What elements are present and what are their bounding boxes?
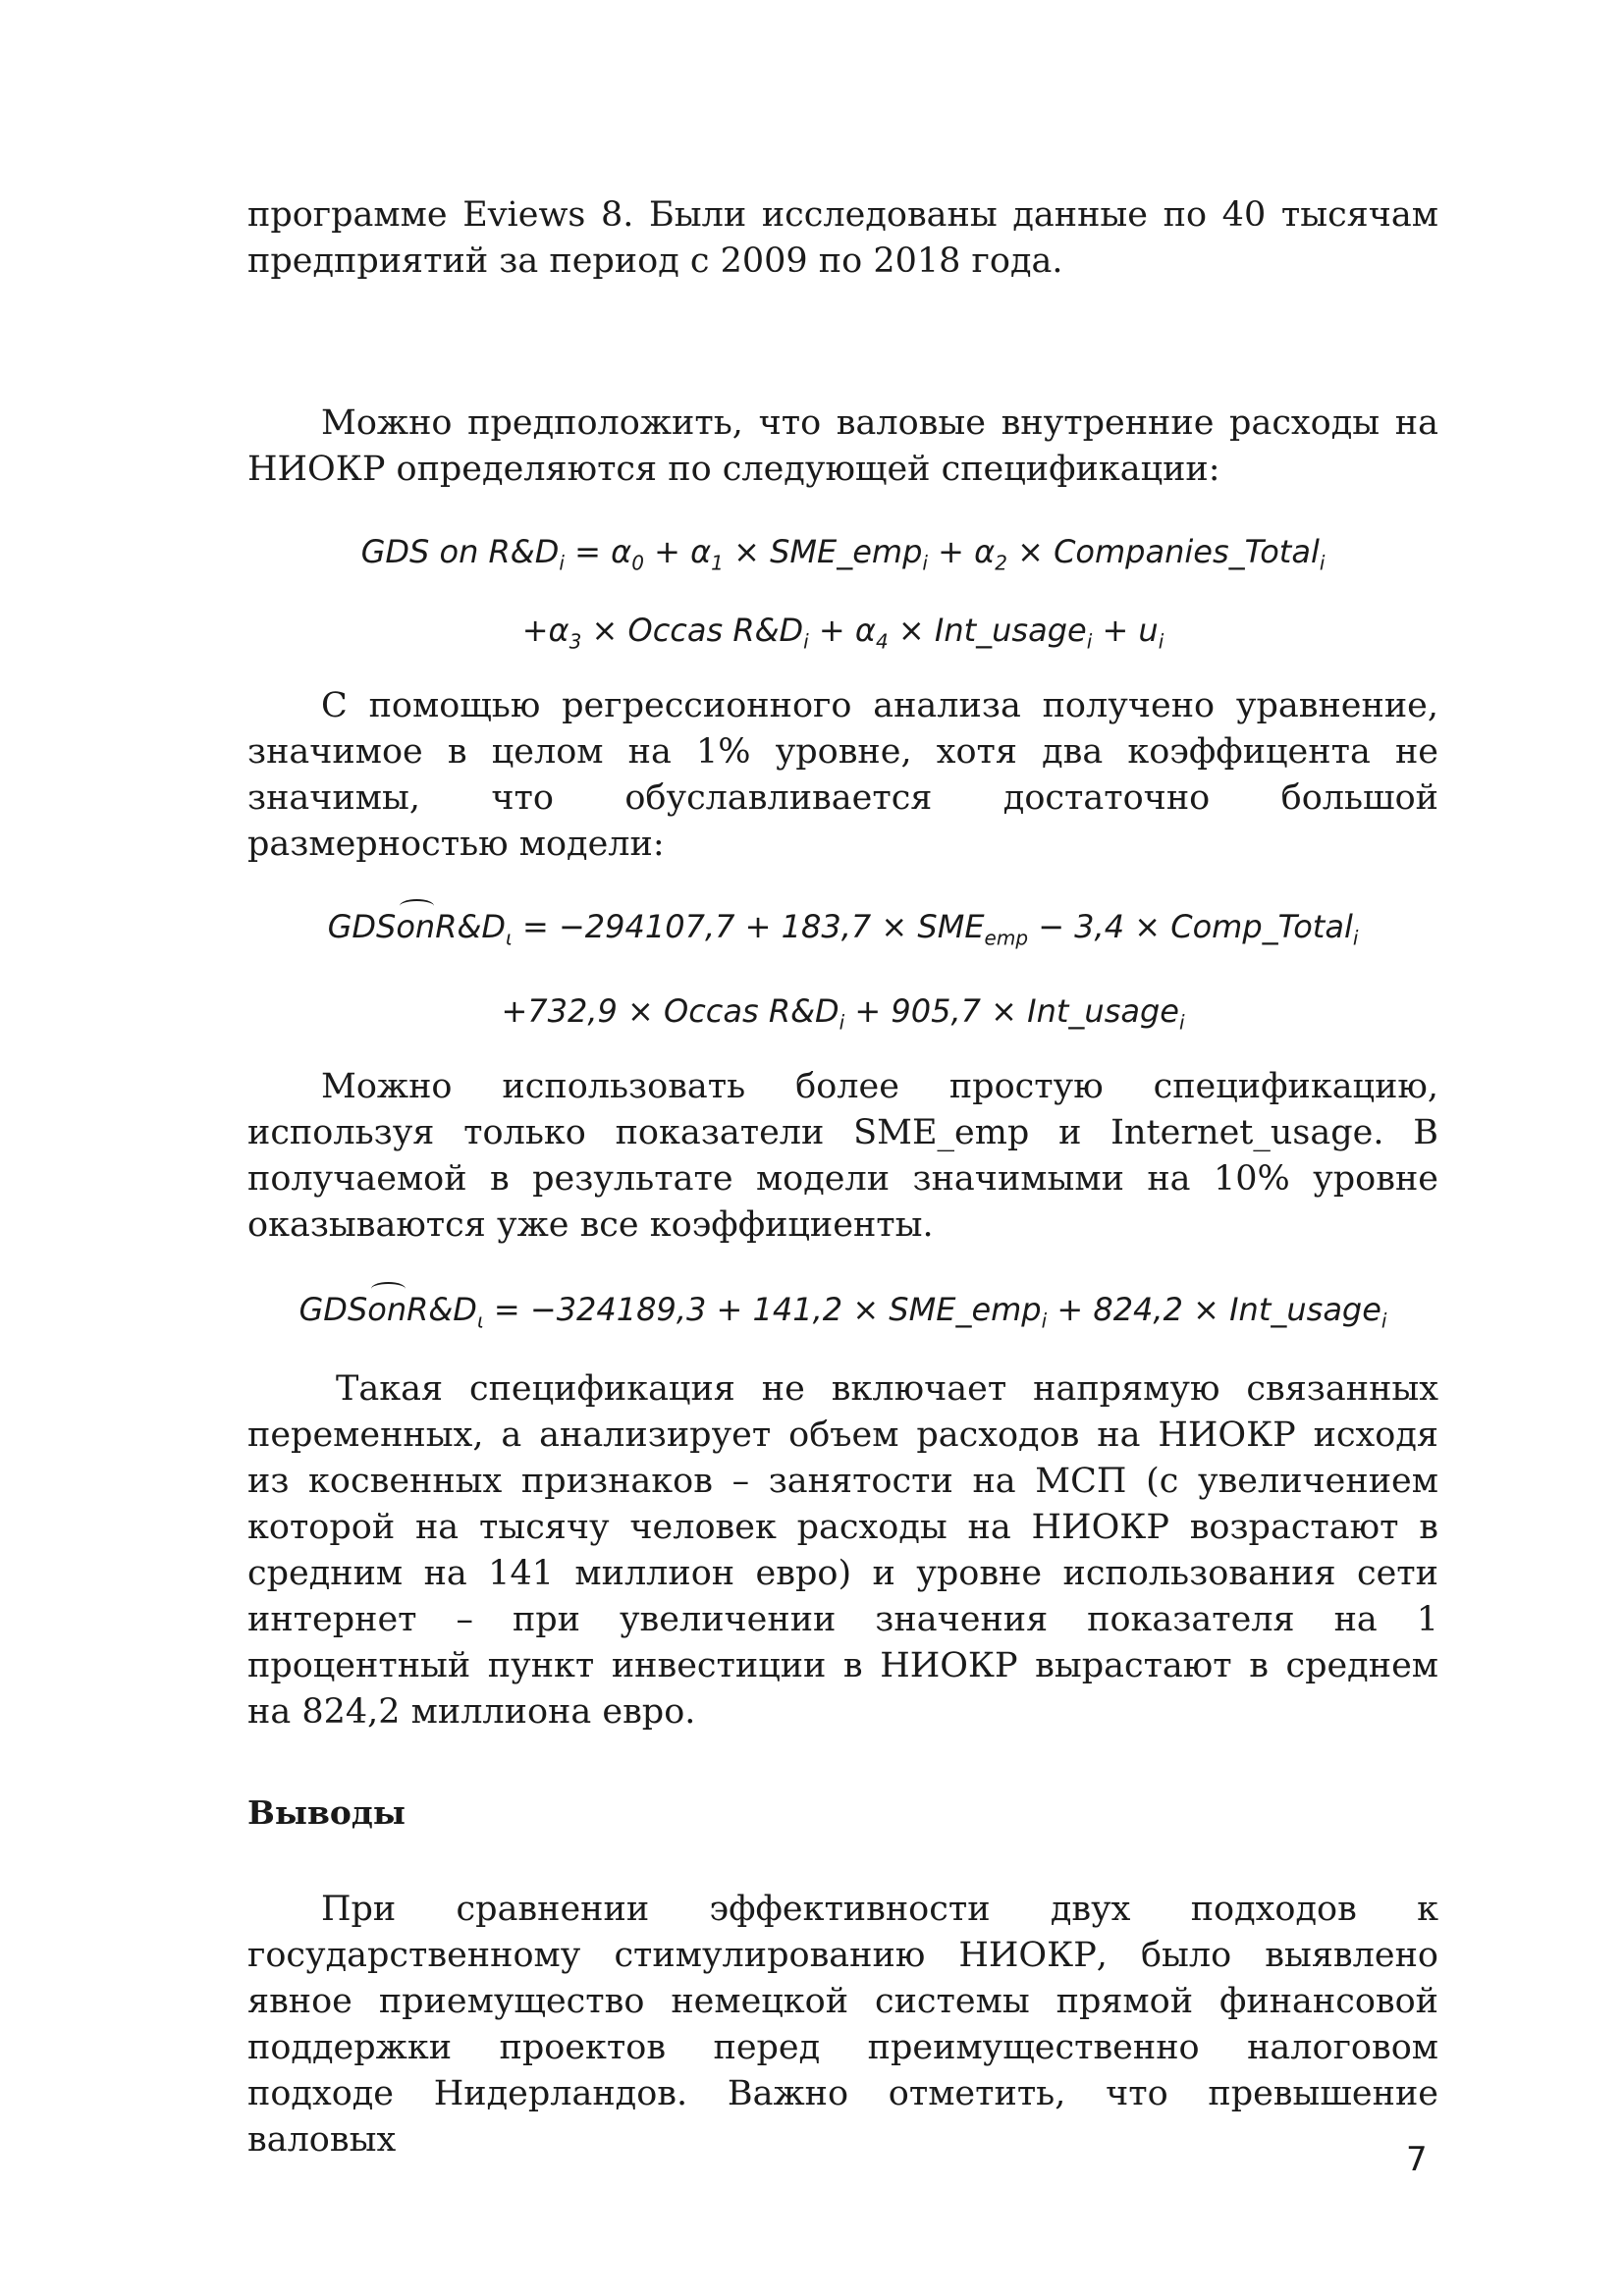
subscript: i	[839, 1010, 845, 1035]
section-heading-conclusions: Выводы	[247, 1793, 406, 1832]
formula-text: + α	[808, 612, 876, 649]
paragraph-simple-spec: Можно использовать более простую спецификацию, используя только показатели SME_emp и Internet_usage. В получаемой в результате модели значимыми на 10% уровне оказываются уже все коэффициенты.	[247, 1067, 1438, 1245]
subscript: 0	[631, 551, 644, 575]
formula-text: + α	[643, 533, 712, 570]
subscript: i	[1178, 1010, 1185, 1035]
formula-text: × SME_emp	[723, 533, 923, 570]
page-number: 7	[1406, 2140, 1428, 2179]
formula-estimate-line2	[247, 989, 1438, 1043]
formula-text: +732,9 × Occas R&D	[501, 992, 839, 1030]
subscript: 3	[568, 629, 582, 654]
formula-text: = −324189,3 + 141,2 × SME_emp	[483, 1291, 1042, 1328]
formula-specification-line1	[247, 530, 1438, 584]
formula-text: = α	[564, 533, 632, 570]
subscript: i	[1041, 1308, 1048, 1333]
formula-hat: on	[367, 1288, 406, 1331]
formula-text: = −294107,7 + 183,7 × SME	[512, 908, 985, 945]
paragraph-intro: программе Eviews 8. Были исследованы данные по 40 тысячам предприятий за период с 2009 по 2018 года.	[247, 195, 1438, 281]
subscript: i	[559, 551, 565, 575]
subscript: 4	[875, 629, 889, 654]
formula-text: R&D	[435, 908, 507, 945]
subscript: i	[1319, 551, 1326, 575]
subscript: 2	[995, 551, 1007, 575]
formula-simple-estimate	[247, 1288, 1438, 1342]
subscript: i	[1158, 629, 1164, 654]
subscript: i	[803, 629, 809, 654]
formula-hat: on	[396, 905, 435, 948]
formula-text: GDS	[298, 1291, 368, 1328]
subscript: 1	[711, 551, 724, 575]
formula-text: × Occas R&D	[581, 612, 804, 649]
formula-text: + 824,2 × Int_usage	[1047, 1291, 1381, 1328]
formula-text: + α	[927, 533, 996, 570]
subscript: i	[1380, 1308, 1387, 1333]
formula-text: − 3,4 × Comp_Total	[1028, 908, 1353, 945]
formula-text: × Companies_Total	[1006, 533, 1320, 570]
paragraph-conclusions: При сравнении эффективности двух подходов к государственному стимулированию НИОКР, было выявлено явное приемущество немецкой системы прямой финансовой поддержки проектов перед преимущественно налоговом подходе Нидерландов. Важно отметить, что превышение валовых	[247, 1890, 1438, 2160]
paragraph-specification: Можно предположить, что валовые внутренние расходы на НИОКР определяются по следующей спецификации:	[247, 403, 1438, 489]
formula-text: +α	[521, 612, 569, 649]
formula-text: + u	[1092, 612, 1159, 649]
formula-estimate-line1	[247, 905, 1438, 959]
paragraph-interpretation: Такая спецификация не включает напрямую связанных переменных, а анализирует объем расходов на НИОКР исходя из косвенных признаков – занятости на МСП (с увеличением которой на тысячу человек расходы на НИОКР возрастают в средним на 141 миллион евро) и уровне использования сети интернет – при увеличении значения показателя на 1 процентный пункт инвестиции в НИОКР вырастают в среднем на 824,2 миллиона евро.	[247, 1369, 1438, 1732]
formula-specification-line2	[247, 609, 1438, 663]
formula-text: GDS	[327, 908, 397, 945]
subscript: i	[1352, 926, 1359, 950]
formula-text: + 905,7 × Int_usage	[844, 992, 1179, 1030]
formula-text: R&D	[406, 1291, 477, 1328]
formula-text: GDS on R&D	[360, 533, 560, 570]
subscript: emp	[984, 926, 1029, 950]
subscript: ι	[476, 1308, 484, 1333]
subscript: i	[1086, 629, 1093, 654]
paragraph-regression: С помощью регрессионного анализа получено уравнение, значимое в целом на 1% уровне, хотя два коэффицента не значимы, что обуславливается достаточно большой размерностью модели:	[247, 686, 1438, 864]
subscript: i	[922, 551, 928, 575]
subscript: ι	[506, 926, 513, 950]
formula-text: × Int_usage	[888, 612, 1087, 649]
